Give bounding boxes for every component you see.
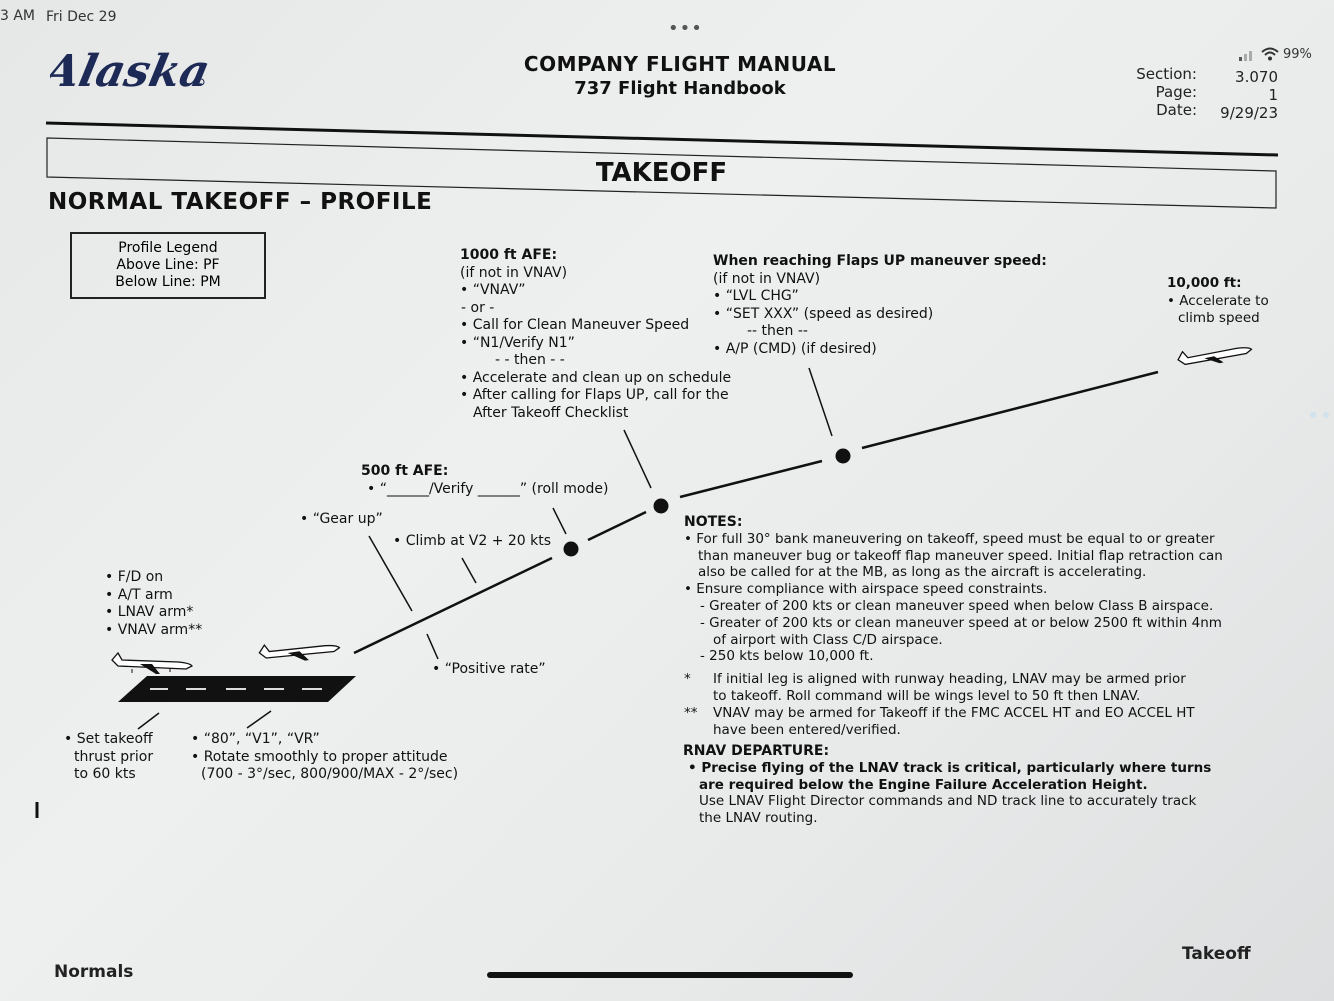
section-value: 3.070 xyxy=(1235,68,1278,86)
note-asterisk: * xyxy=(684,671,691,688)
callout-1000ft-title: 1000 ft AFE: xyxy=(460,247,558,263)
airplane-taxi-icon xyxy=(112,653,192,674)
callout-1000ft-line: • “VNAV” xyxy=(460,282,526,298)
page-value: 1 xyxy=(1268,86,1278,104)
callout-rotate xyxy=(191,731,458,784)
callout-flaps-up-line: • A/P (CMD) (if desired) xyxy=(713,340,877,357)
footer-right: Takeoff xyxy=(1182,944,1251,964)
date-value: 9/29/23 xyxy=(1220,104,1278,122)
multitask-dots[interactable]: ••• xyxy=(668,18,703,39)
point-500ft xyxy=(564,542,579,557)
flight-path-seg2 xyxy=(588,512,646,540)
callout-1000ft-line: • Call for Clean Maneuver Speed xyxy=(460,317,690,333)
pre-takeoff-item: • LNAV arm* xyxy=(105,604,194,620)
pre-takeoff-list xyxy=(105,569,202,639)
airplane-climb-icon xyxy=(1177,338,1253,372)
legend-line-2: Above Line: PF xyxy=(116,257,220,273)
date-label: Date: xyxy=(1156,101,1197,119)
note-line: than maneuver bug or takeoff flap maneuver speed. Initial flap retraction can xyxy=(698,547,1223,564)
callout-flaps-up-title: When reaching Flaps UP maneuver speed: xyxy=(713,253,1047,269)
rnav-line: the LNAV routing. xyxy=(699,810,818,827)
callout-10000ft-title: 10,000 ft: xyxy=(1167,275,1242,291)
set-takeoff-line: thrust prior xyxy=(74,748,154,765)
callout-1000ft-line: - - then - - xyxy=(495,352,565,368)
set-takeoff-line: • Set takeoff xyxy=(64,731,153,747)
status-date: Fri Dec 29 xyxy=(46,9,117,25)
note-line: - 250 kts below 10,000 ft. xyxy=(700,648,874,665)
note-line: also be called for at the MB, as long as the aircraft is accelerating. xyxy=(698,564,1147,581)
alaska-logo-text: Alaska xyxy=(50,45,210,97)
callout-10000ft-line: climb speed xyxy=(1178,310,1260,326)
profile-legend xyxy=(70,232,266,299)
rotate-line: • “80”, “V1”, “VR” xyxy=(191,731,320,747)
rnav-block xyxy=(683,743,1211,827)
note-line: to takeoff. Roll command will be wings level to 50 ft then LNAV. xyxy=(713,687,1141,704)
page-label: Page: xyxy=(1155,83,1197,101)
status-time: 3 AM xyxy=(0,8,36,24)
note-line: of airport with Class C/D airspace. xyxy=(713,631,943,648)
battery-percent: 99% xyxy=(1283,47,1312,62)
legend-line-1: Profile Legend xyxy=(118,240,218,256)
note-line: • Ensure compliance with airspace speed constraints. xyxy=(684,581,1048,598)
flight-path-seg3 xyxy=(680,461,822,497)
callout-10000ft xyxy=(1167,275,1269,328)
rnav-title: RNAV DEPARTURE: xyxy=(683,743,830,759)
section-label: Section: xyxy=(1136,65,1197,83)
home-indicator[interactable] xyxy=(487,972,853,978)
flight-path-seg4 xyxy=(862,372,1158,448)
point-1000ft xyxy=(654,499,669,514)
callout-1000ft-line: • Accelerate and clean up on schedule xyxy=(460,369,732,386)
callout-flaps-up-line: -- then -- xyxy=(747,323,808,339)
rnav-line: Use LNAV Flight Director commands and ND track line to accurately track xyxy=(699,793,1197,810)
note-line: • For full 30° bank maneuvering on takeoff, speed must be equal to or greater xyxy=(684,530,1215,547)
legend-line-3: Below Line: PM xyxy=(115,274,221,290)
pre-takeoff-item: • VNAV arm** xyxy=(105,621,203,638)
set-takeoff-line: to 60 kts xyxy=(74,766,136,782)
rotate-line: • Rotate smoothly to proper attitude xyxy=(191,748,448,765)
rotate-line: (700 - 3°/sec, 800/900/MAX - 2°/sec) xyxy=(201,766,459,782)
callout-1000ft xyxy=(460,247,731,422)
callout-flaps-up-line: • “LVL CHG” xyxy=(713,288,799,304)
section-heading: NORMAL TAKEOFF – PROFILE xyxy=(48,189,433,215)
note-line: VNAV may be armed for Takeoff if the FMC ACCEL HT and EO ACCEL HT xyxy=(713,704,1195,721)
callout-gear-up: • “Gear up” xyxy=(300,511,383,527)
notes-block xyxy=(684,514,1223,738)
callout-set-takeoff xyxy=(64,731,153,784)
point-flaps-up xyxy=(836,449,851,464)
callout-10000ft-line: • Accelerate to xyxy=(1167,292,1269,309)
callout-1000ft-line: (if not in VNAV) xyxy=(460,264,568,281)
callout-1000ft-line: • “N1/Verify N1” xyxy=(460,334,575,351)
header-rule xyxy=(46,123,1278,155)
manual-title: COMPANY FLIGHT MANUAL xyxy=(523,52,837,76)
rnav-bold-line: are required below the Engine Failure Acceleration Height. xyxy=(699,776,1148,793)
notes-title: NOTES: xyxy=(684,514,743,530)
callout-1000ft-line: After Takeoff Checklist xyxy=(473,404,629,421)
callout-500ft-title: 500 ft AFE: xyxy=(361,463,449,479)
banner-title: TAKEOFF xyxy=(595,158,728,188)
pre-takeoff-item: • F/D on xyxy=(105,569,164,585)
note-line: If initial leg is aligned with runway heading, LNAV may be armed prior xyxy=(713,671,1186,688)
callout-500ft-line: • “______/Verify ______” (roll mode) xyxy=(367,480,609,497)
note-line: - Greater of 200 kts or clean maneuver speed at or below 2500 ft within 4nm xyxy=(700,614,1222,631)
footer-left: Normals xyxy=(54,962,134,982)
pre-takeoff-item: • A/T arm xyxy=(105,586,173,603)
callout-1000ft-line: - or - xyxy=(461,299,495,316)
airplane-rotate-icon xyxy=(258,635,340,667)
flight-path-seg1 xyxy=(354,558,552,653)
manual-subtitle: 737 Flight Handbook xyxy=(574,78,786,99)
callout-500ft xyxy=(361,463,608,498)
callout-flaps-up-line: (if not in VNAV) xyxy=(713,270,821,287)
callout-flaps-up-line: • “SET XXX” (speed as desired) xyxy=(713,305,934,322)
callout-flaps-up xyxy=(713,253,1047,358)
callout-climb: • Climb at V2 + 20 kts xyxy=(393,533,552,549)
rnav-bold-line: • Precise flying of the LNAV track is critical, particularly where turns xyxy=(688,759,1212,776)
callout-positive-rate: • “Positive rate” xyxy=(432,661,546,677)
note-asterisk: ** xyxy=(684,704,698,721)
note-line: - Greater of 200 kts or clean maneuver speed when below Class B airspace. xyxy=(700,597,1214,614)
note-line: have been entered/verified. xyxy=(713,721,901,738)
callout-1000ft-line: • After calling for Flaps UP, call for the xyxy=(460,387,729,403)
